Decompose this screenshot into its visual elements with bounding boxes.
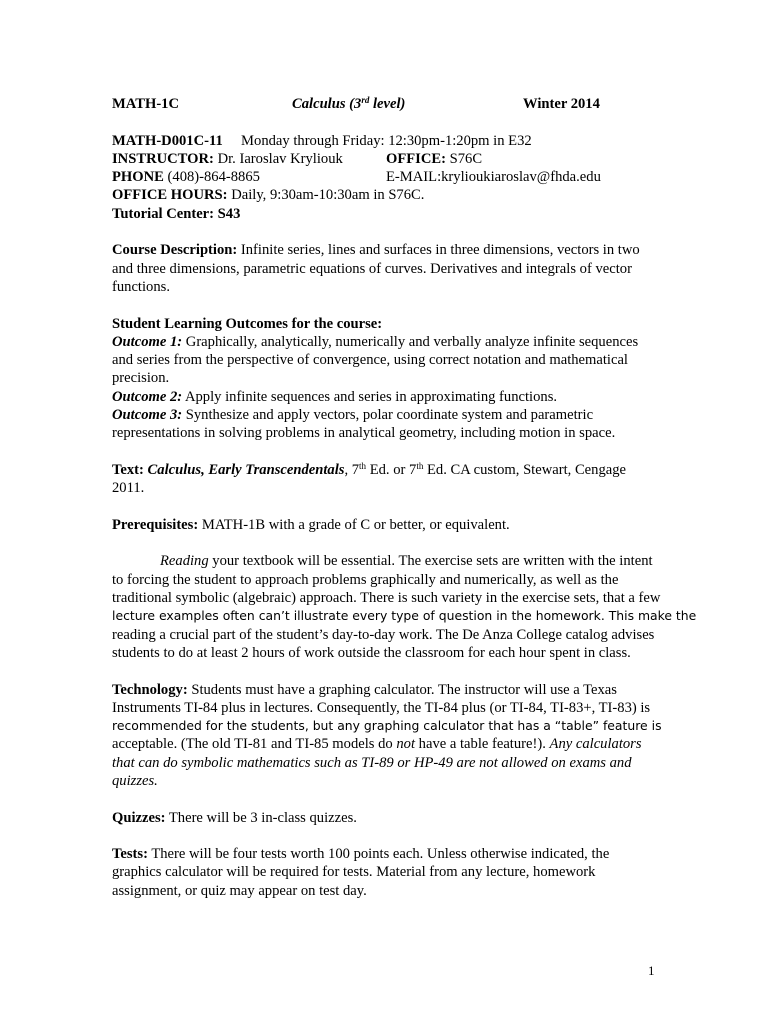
course-title: Calculus (3rd level) <box>292 95 406 112</box>
outcomes-heading: Student Learning Outcomes for the course: <box>112 315 383 332</box>
quizzes: Quizzes: There will be 3 in-class quizzes. <box>112 809 357 826</box>
course-code: MATH-1C <box>112 96 180 112</box>
course-info <box>112 132 657 223</box>
prerequisites: Prerequisites: MATH-1B with a grade of C or better, or equivalent. <box>112 516 510 533</box>
reading-paragraph: Reading your textbook will be essential. The exercise sets are written with the intent to forcing the student to approach problems graphically and numerically, as well as the traditional symbolic (algebraic) approach. There is such variety in the exercise sets, that a few lecture examples often can’t illustrate every type of question in the homework. This make the reading a crucial part of the student’s day-to-day work. The De Anza College catalog advises students to do at least 2 hours of work outside the classroom for each hour spent in class. <box>112 553 697 661</box>
office-hours-line: OFFICE HOURS: Daily, 9:30am-10:30am in S76C. <box>112 187 425 204</box>
office-field: OFFICE: S76C <box>386 150 483 167</box>
syllabus-page <box>112 95 697 900</box>
course-term: Winter 2014 <box>523 96 600 112</box>
tests: Tests: There will be four tests worth 100 points each. Unless otherwise indicated, the graphics calculator will be required for tests. Material from any lecture, homework assignment, or quiz may appear on test day. <box>112 846 610 899</box>
section-line: MATH-D001C-11 Monday through Friday: 12:30pm-1:20pm in E32 <box>112 132 532 149</box>
instructor-line: INSTRUCTOR: Dr. Iaroslav Kryliouk OFFICE: S76C <box>112 150 483 167</box>
course-header <box>112 95 657 113</box>
outcome-2: Outcome 2: Apply infinite sequences and series in approximating functions. <box>112 388 558 405</box>
page-number: 1 <box>648 963 655 978</box>
technology: Technology: Students must have a graphing calculator. The instructor will use a Texas Instruments TI-84 plus in lectures. Consequently, the TI-84 plus (or TI-84, TI-83+, TI-83) is recommended for the students, but any graphing calculator that has a “table” feature is acceptable. (The old TI-81 and TI-85 models do not have a table feature!). Any calculators that can do symbolic mathematics such as TI-89 or HP-49 are not allowed on exams and quizzes. <box>112 681 662 789</box>
phone-line: PHONE (408)-864-8865 E-MAIL:krylioukiaroslav@fhda.edu <box>112 169 601 186</box>
learning-outcomes: Student Learning Outcomes for the course: Outcome 1: Graphically, analytically, numerically and verbally analyze infinite sequences and series from the perspective of convergence, using correct notation and mathematical precision. Outcome 2: Apply infinite sequences and series in approximating functions. Outcome 3: Synthesize and apply vectors, polar coordinate system and parametric representations in solving problems in analytical geometry, including motion in space. <box>112 315 657 443</box>
course-description: Course Description: Infinite series, lines and surfaces in three dimensions, vectors in two and three dimensions, parametric equations of curves. Derivatives and integrals of vector functions. <box>112 242 640 295</box>
textbook: Text: Calculus, Early Transcendentals, 7th Ed. or 7th Ed. CA custom, Stewart, Cengage 2011. <box>112 460 627 497</box>
tutorial-center-line: Tutorial Center: S43 <box>112 205 241 222</box>
outcome-3: Outcome 3: Synthesize and apply vectors, polar coordinate system and parametric <box>112 407 594 424</box>
outcome-1: Outcome 1: Graphically, analytically, numerically and verbally analyze infinite sequences <box>112 333 639 350</box>
email-field: E-MAIL:krylioukiaroslav@fhda.edu <box>386 169 601 186</box>
email-link[interactable]: krylioukiaroslav@fhda.edu <box>441 169 601 186</box>
